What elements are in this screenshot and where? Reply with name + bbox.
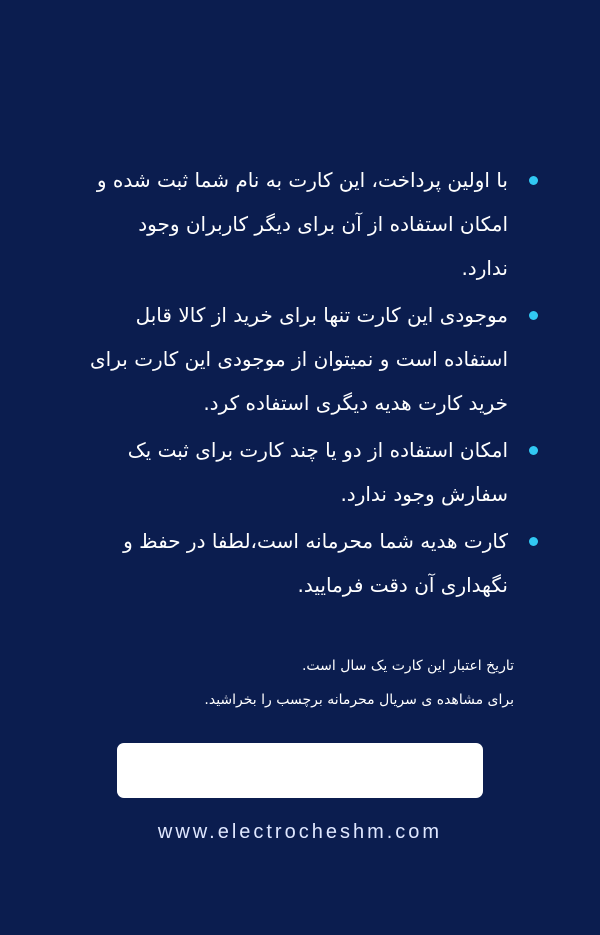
scratch-serial-area[interactable] bbox=[117, 743, 483, 798]
terms-text: کارت هدیه شما محرمانه است،لطفا در حفظ و نگهداری آن دقت فرمایید. bbox=[123, 529, 508, 597]
bullet-dot-icon bbox=[529, 176, 538, 185]
validity-note: تاریخ اعتبار این کارت یک سال است. bbox=[301, 658, 514, 674]
terms-item bbox=[90, 158, 540, 290]
terms-item bbox=[90, 428, 540, 516]
terms-text: موجودی این کارت تنها برای خرید از کالا قابل استفاده است و نمیتوان از موجودی این کارت برای خرید کارت هدیه دیگری استفاده کرد. bbox=[90, 303, 508, 415]
terms-item bbox=[90, 519, 540, 607]
terms-list bbox=[90, 158, 540, 610]
validity-notes bbox=[94, 655, 514, 723]
bullet-dot-icon bbox=[529, 446, 538, 455]
terms-text: امکان استفاده از دو یا چند کارت برای ثبت یک سفارش وجود ندارد. bbox=[127, 438, 508, 506]
bullet-dot-icon bbox=[529, 537, 538, 546]
bullet-dot-icon bbox=[529, 311, 538, 320]
website-url: www.electrocheshm.com bbox=[157, 821, 443, 843]
scratch-instruction: برای مشاهده ی سریال محرمانه برچسب را بخراشید. bbox=[204, 692, 514, 708]
terms-text: با اولین پرداخت، این کارت به نام شما ثبت شده و امکان استفاده از آن برای دیگر کاربران وجود ندارد. bbox=[96, 168, 508, 280]
terms-item bbox=[90, 293, 540, 425]
